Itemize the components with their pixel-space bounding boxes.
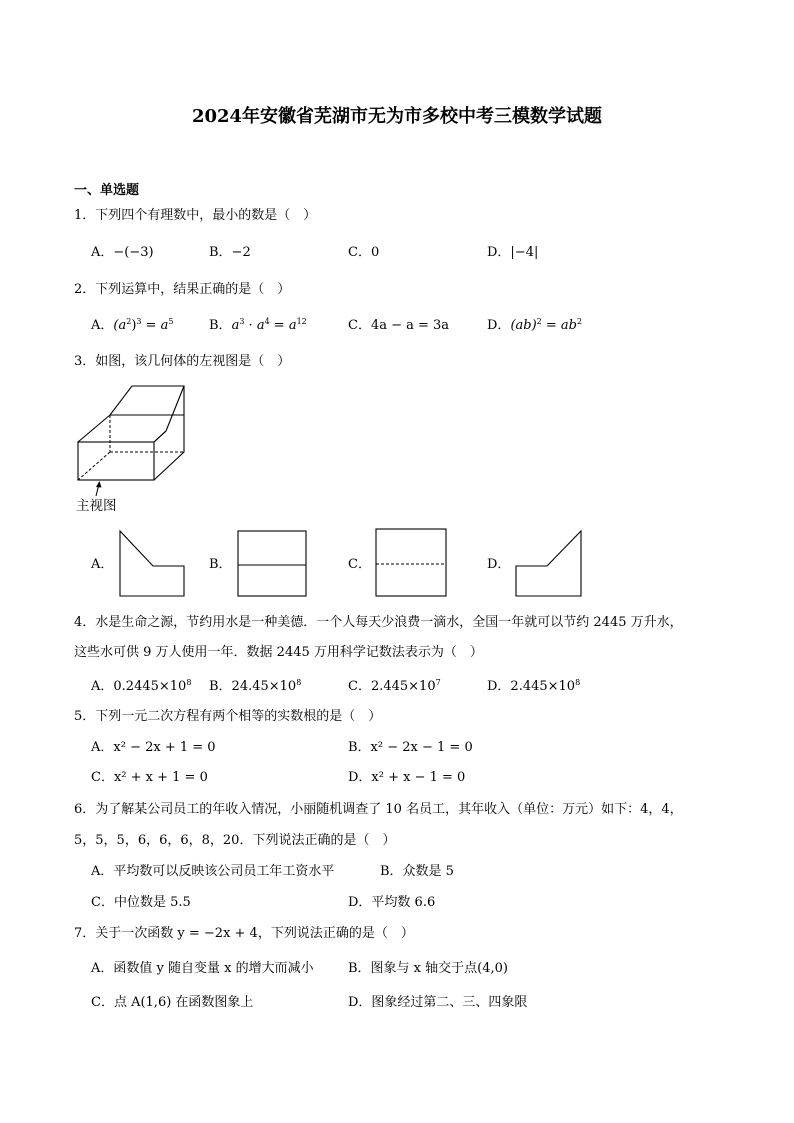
q3-option-b[interactable]: B．	[209, 557, 232, 572]
question-4-stem-line1: 4．水是生命之源，节约用水是一种美德．一个人每天少浪费一滴水，全国一年就可以节约 2445 万升水，	[74, 615, 683, 630]
q6-option-d[interactable]: D．平均数 6.6	[348, 895, 436, 910]
q2-option-a-letter: A．	[91, 318, 114, 333]
question-6-stem-line2: 5，5，5，6，6，6，8，20．下列说法正确的是（ ）	[74, 833, 396, 848]
q2-b-exp2: 4	[264, 317, 270, 326]
question-2-stem: 2．下列运算中，结果正确的是（ ）	[74, 282, 291, 297]
q4-option-d[interactable]	[487, 680, 580, 693]
q2-option-d-letter: D．	[487, 318, 511, 333]
q4-option-c-text: C．2.445×10	[348, 679, 436, 694]
q2-d-rhs-exp: 2	[576, 317, 583, 326]
q4-option-a-text: A．0.2445×10	[91, 679, 187, 694]
q2-b-rhs: = a	[269, 318, 297, 333]
hidden-diagonal-edge	[78, 452, 110, 480]
q2-option-c[interactable]: C．4a − a = 3a	[348, 318, 450, 333]
q3-option-d-figure[interactable]	[515, 530, 583, 597]
q4-option-b-text: B．24.45×10	[209, 679, 297, 694]
front-view-label: 主视图	[76, 498, 117, 514]
q2-a-outer-exp: 3	[136, 317, 142, 326]
low-top-face-edge	[78, 415, 184, 442]
q4-option-c[interactable]	[348, 680, 441, 693]
q3-option-a-figure[interactable]	[119, 530, 185, 597]
q6-option-a[interactable]: A．平均数可以反映该公司员工年工资水平	[91, 864, 335, 879]
q4-option-d-text: D．2.445×10	[487, 679, 576, 694]
question-4-stem-line2: 这些水可供 9 万人使用一年．数据 2445 万用科学记数法表示为（ ）	[74, 645, 483, 660]
q2-b-exp1: 3	[239, 317, 245, 326]
q6-option-b[interactable]: B．众数是 5	[380, 864, 454, 879]
q7-option-b[interactable]: B．图象与 x 轴交于点(4,0)	[348, 961, 508, 976]
q4-option-b-exp: 8	[296, 678, 302, 687]
q4-option-d-exp: 8	[575, 678, 581, 687]
q2-option-a[interactable]	[91, 319, 174, 332]
q1-option-a[interactable]: A．−(−3)	[91, 245, 154, 260]
q5-option-d[interactable]: D．x² + x − 1 = 0	[348, 770, 466, 785]
q3-option-b-figure[interactable]	[237, 530, 307, 597]
q2-b-exp3: 12	[296, 317, 307, 326]
q4-option-b[interactable]	[209, 680, 301, 693]
q4-option-a[interactable]	[91, 680, 191, 693]
q2-a-close: )	[131, 318, 137, 333]
q7-option-d[interactable]: D．图象经过第二、三、四象限	[348, 995, 528, 1010]
q2-option-b-letter: B．	[209, 318, 232, 333]
page-title: 2024年安徽省芜湖市无为市多校中考三模数学试题	[191, 106, 603, 127]
slant-bottom-edge	[154, 431, 166, 442]
q3-option-d[interactable]: D．	[487, 557, 511, 572]
q1-option-c[interactable]: C．0	[348, 245, 380, 260]
solid-figure	[74, 380, 194, 500]
question-3-stem: 3．如图，该几何体的左视图是（ ）	[74, 354, 291, 369]
q2-a-rhs-exp: 5	[168, 317, 174, 326]
question-7-stem: 7．关于一次函数 y = −2x + 4，下列说法正确的是（ ）	[74, 926, 414, 941]
view-arrow	[96, 481, 102, 496]
view-shape-c-outline	[376, 529, 446, 596]
view-shape-b-outline	[238, 531, 306, 596]
q6-option-c[interactable]: C．中位数是 5.5	[91, 895, 191, 910]
question-1-stem: 1．下列四个有理数中，最小的数是（ ）	[74, 208, 317, 223]
q1-option-d[interactable]: D．|−4|	[487, 245, 539, 260]
q2-a-rhs: = a	[141, 318, 169, 333]
slant-face-edge	[110, 386, 184, 431]
view-shape-d	[516, 531, 581, 596]
q2-d-rhs: = ab	[541, 318, 577, 333]
q7-option-a[interactable]: A．函数值 y 随自变量 x 的增大而减小	[91, 961, 314, 976]
question-6-stem-line1: 6．为了解某公司员工的年收入情况，小丽随机调查了 10 名员工，其年收入（单位：万元）如下：4，4，	[74, 802, 683, 817]
front-face	[78, 442, 154, 480]
q3-option-c-figure[interactable]	[375, 528, 447, 597]
question-5-stem: 5．下列一元二次方程有两个相等的实数根的是（ ）	[74, 709, 382, 724]
q7-option-c[interactable]: C．点 A(1,6) 在函数图象上	[91, 995, 254, 1010]
q1-option-b[interactable]: B．−2	[209, 245, 251, 260]
arrow-head	[96, 481, 102, 488]
q2-option-b[interactable]	[209, 319, 307, 332]
q3-option-a[interactable]: A．	[91, 557, 114, 572]
q4-option-a-exp: 8	[186, 678, 192, 687]
q2-a-inner-exp: 2	[126, 317, 132, 326]
q2-d-exp: 2	[536, 317, 542, 326]
q5-option-c[interactable]: C．x² + x + 1 = 0	[91, 770, 208, 785]
view-shape-a	[120, 531, 184, 596]
q5-option-b[interactable]: B．x² − 2x − 1 = 0	[348, 740, 473, 755]
q5-option-a[interactable]: A．x² − 2x + 1 = 0	[91, 740, 216, 755]
section-heading: 一、单选题	[74, 183, 140, 198]
q2-a-base: (a	[113, 318, 127, 333]
right-side-edge	[154, 386, 184, 480]
q2-b-term1: a	[231, 318, 240, 333]
q2-option-d[interactable]	[487, 319, 582, 332]
q2-b-term2: · a	[244, 318, 265, 333]
q2-d-base: (ab)	[510, 318, 537, 333]
q4-option-c-exp: 7	[435, 678, 441, 687]
q3-option-c[interactable]: C．	[348, 557, 371, 572]
